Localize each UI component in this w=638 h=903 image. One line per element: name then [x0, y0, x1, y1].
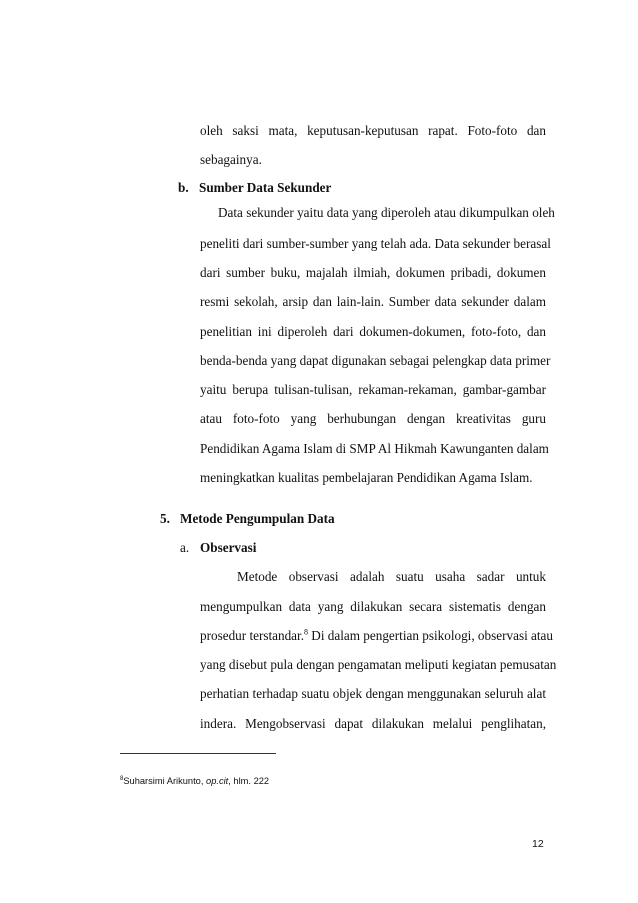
subsection-heading: Sumber Data Sekunder: [199, 180, 332, 195]
subsection-heading: Observasi: [200, 540, 257, 555]
paragraph-line: perhatian terhadap suatu objek dengan menggunakan seluruh alat: [200, 686, 546, 701]
paragraph-line: oleh saksi mata, keputusan-keputusan rapat. Foto-foto dan: [200, 123, 546, 138]
paragraph-line: atau foto-foto yang berhubungan dengan kreativitas guru: [200, 411, 546, 426]
text-run: prosedur terstandar.: [200, 628, 304, 643]
paragraph-line: Data sekunder yaitu data yang diperoleh atau dikumpulkan oleh: [218, 205, 555, 220]
footnote-author: Suharsimi Arikunto,: [123, 776, 207, 786]
paragraph-line: mengumpulkan data yang dilakukan secara sistematis dengan: [200, 599, 546, 614]
subsection-marker: a.: [180, 540, 190, 555]
section-heading: Metode Pengumpulan Data: [180, 511, 335, 526]
paragraph-line: yang disebut pula dengan pengamatan meliputi kegiatan pemusatan: [200, 657, 557, 672]
paragraph-line: Metode observasi adalah suatu usaha sadar untuk: [237, 569, 546, 584]
paragraph-line: resmi sekolah, arsip dan lain-lain. Sumber data sekunder dalam: [200, 294, 546, 309]
paragraph-line: dari sumber buku, majalah ilmiah, dokumen pribadi, dokumen: [200, 265, 546, 280]
paragraph-line: peneliti dari sumber-sumber yang telah ada. Data sekunder berasal: [200, 236, 551, 251]
footnote-separator: [120, 753, 276, 754]
subsection-marker: b.: [178, 180, 189, 195]
footnote-pages: , hlm. 222: [228, 776, 270, 786]
text-run: Di dalam pengertian psikologi, observasi atau: [308, 628, 554, 643]
paragraph-line: penelitian ini diperoleh dari dokumen-dokumen, foto-foto, dan: [200, 324, 546, 339]
page-number: 12: [532, 838, 544, 850]
footnote-reference[interactable]: 8: [304, 627, 308, 637]
section-number: 5.: [160, 511, 170, 526]
paragraph-line: meningkatkan kualitas pembelajaran Pendidikan Agama Islam.: [200, 470, 533, 485]
footnote-citation: op.cit: [206, 776, 229, 786]
footnote: [120, 775, 269, 787]
paragraph-line: indera. Mengobservasi dapat dilakukan melalui penglihatan,: [200, 716, 546, 731]
paragraph-line: Pendidikan Agama Islam di SMP Al Hikmah Kawunganten dalam: [200, 441, 549, 456]
paragraph-line: [200, 628, 553, 644]
paragraph-line: benda-benda yang dapat digunakan sebagai pelengkap data primer: [200, 353, 551, 368]
footnote-number: 8: [120, 775, 124, 782]
paragraph-line: yaitu berupa tulisan-tulisan, rekaman-rekaman, gambar-gambar: [200, 382, 546, 397]
paragraph-line: sebagainya.: [200, 152, 262, 167]
